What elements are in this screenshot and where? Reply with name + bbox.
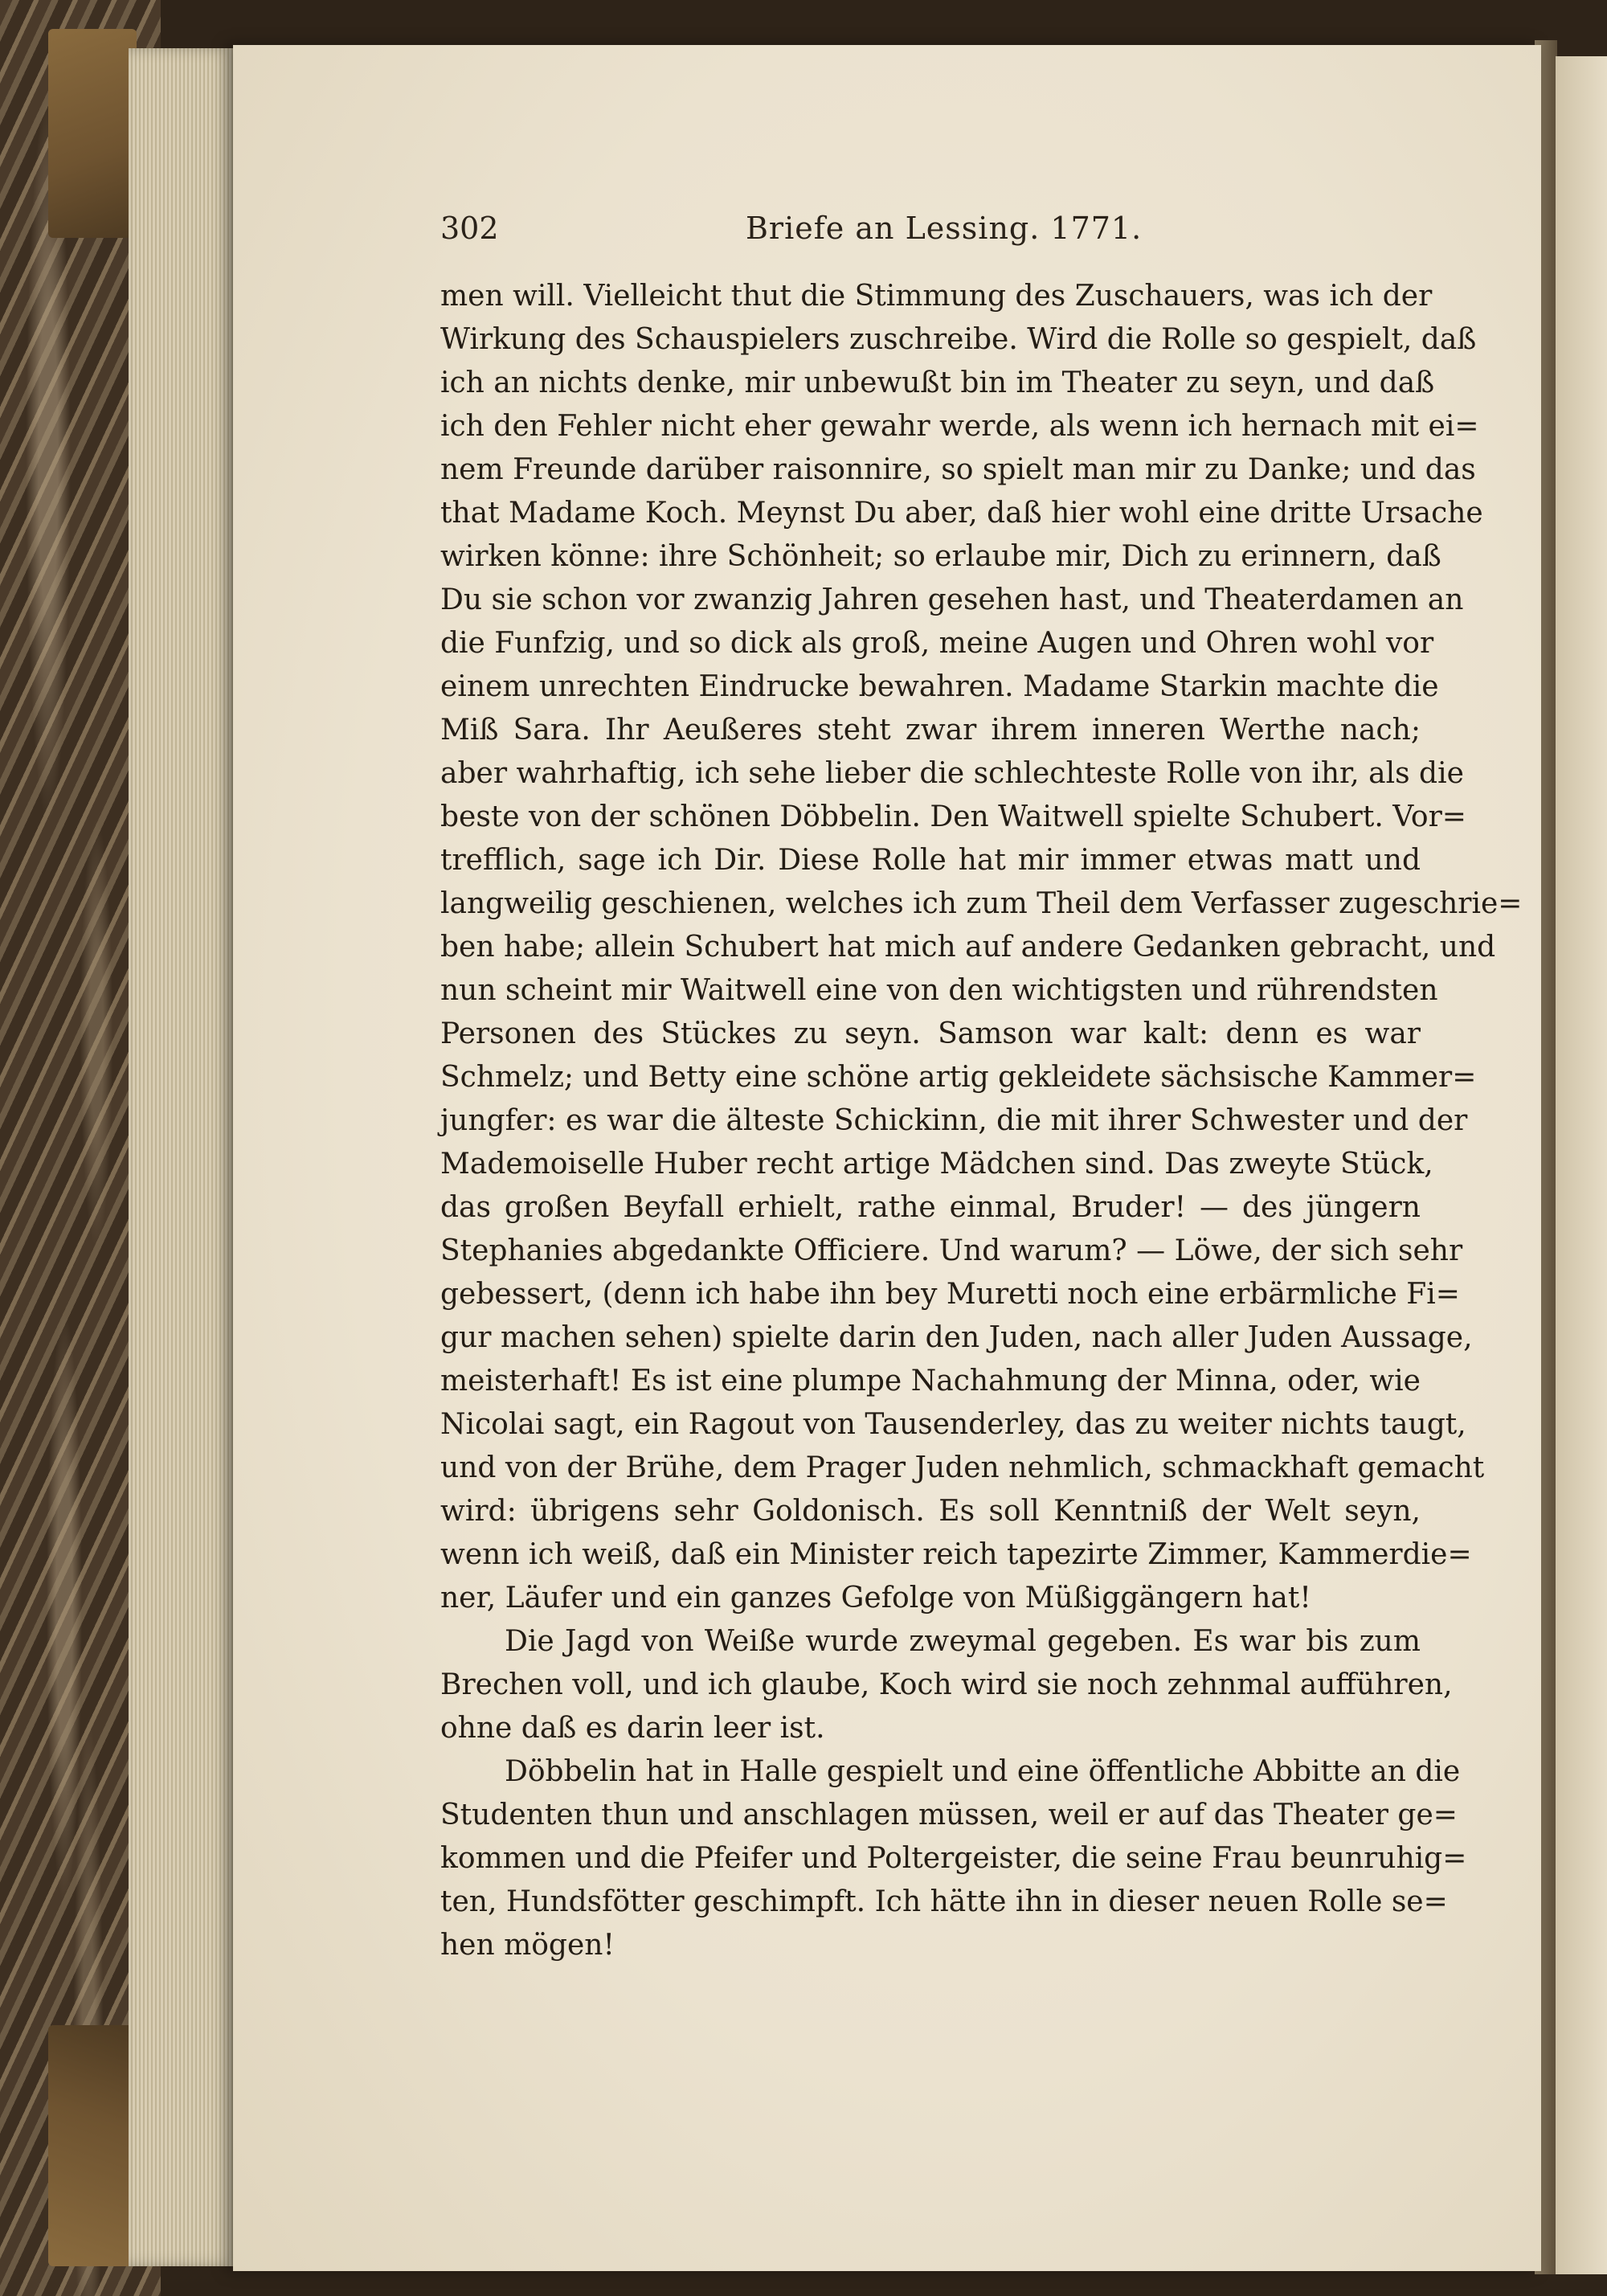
running-title: Briefe an Lessing. 1771. [746,211,1143,246]
text-line: ben habe; allein Schubert hat mich auf andere Gedanken gebracht, und [440,931,1496,964]
text-line: kommen und die Pfeifer und Poltergeister, die seine Frau beunruhig= [440,1842,1467,1875]
text-line: wenn ich weiß, daß ein Minister reich tapezirte Zimmer, Kammerdie= [440,1538,1472,1571]
text-line: gur machen sehen) spielte darin den Juden, nach aller Juden Aussage, [440,1321,1473,1354]
text-line: wirken könne: ihre Schönheit; so erlaube mir, Dich zu erinnern, daß [440,540,1441,573]
text-line: Miß Sara. Ihr Aeußeres steht zwar ihrem inneren Werthe nach; [440,714,1421,747]
text-line: Studenten thun und anschlagen müssen, weil er auf das Theater ge= [440,1799,1458,1831]
text-line: jungfer: es war die älteste Schickinn, die mit ihrer Schwester und der [440,1104,1468,1137]
paragraph-first-line: Döbbelin hat in Halle gespielt und eine öffentliche Abbitte an die [505,1755,1461,1788]
text-line: meisterhaft! Es ist eine plumpe Nachahmung der Minna, oder, wie [440,1365,1421,1398]
text-line: nem Freunde darüber raisonnire, so spielt man mir zu Danke; und das [440,453,1476,486]
text-line: that Madame Koch. Meynst Du aber, daß hier wohl eine dritte Ursache [440,497,1483,530]
text-line: Nicolai sagt, ein Ragout von Tausenderley, das zu weiter nichts taugt, [440,1408,1466,1441]
text-line: einem unrechten Eindrucke bewahren. Madame Starkin machte die [440,670,1439,703]
text-line: ten, Hundsfötter geschimpft. Ich hätte ihn in dieser neuen Rolle se= [440,1885,1448,1918]
body-text [440,275,1523,1967]
facing-page-edge [1556,56,1607,2274]
text-line: Du sie schon vor zwanzig Jahren gesehen hast, und Theaterdamen an [440,583,1464,616]
paragraph-first-line: Die Jagd von Weiße wurde zweymal gegeben. Es war bis zum [505,1625,1421,1658]
leather-corner-top [48,29,137,238]
text-line: Stephanies abgedankte Officiere. Und warum? — Löwe, der sich sehr [440,1234,1463,1267]
text-line: ich an nichts denke, mir unbewußt bin im Theater zu seyn, und daß [440,366,1435,399]
text-line: Wirkung des Schauspielers zuschreibe. Wird die Rolle so gespielt, daß [440,323,1477,356]
text-line: die Funfzig, und so dick als groß, meine Augen und Ohren wohl vor [440,627,1434,660]
text-line: aber wahrhaftig, ich sehe lieber die schlechteste Rolle von ihr, als die [440,757,1464,790]
text-line: trefflich, sage ich Dir. Diese Rolle hat mir immer etwas matt und [440,844,1421,877]
text-line: wird: übrigens sehr Goldonisch. Es soll Kenntniß der Welt seyn, [440,1495,1421,1528]
text-line: und von der Brühe, dem Prager Juden nehmlich, schmackhaft gemacht [440,1451,1485,1484]
text-line: ich den Fehler nicht eher gewahr werde, als wenn ich hernach mit ei= [440,410,1479,443]
text-line: nun scheint mir Waitwell eine von den wichtigsten und rührendsten [440,974,1438,1007]
text-line: ohne daß es darin leer ist. [440,1712,825,1745]
text-line: Brechen voll, und ich glaube, Koch wird sie noch zehnmal aufführen, [440,1668,1453,1701]
text-line: Schmelz; und Betty eine schöne artig gekleidete sächsische Kammer= [440,1061,1477,1094]
text-line: men will. Vielleicht thut die Stimmung des Zuschauers, was ich der [440,280,1433,313]
text-line: Mademoiselle Huber recht artige Mädchen sind. Das zweyte Stück, [440,1148,1433,1181]
text-line: das großen Beyfall erhielt, rathe einmal, Bruder! — des jüngern [440,1191,1421,1224]
text-line: Personen des Stückes zu seyn. Samson war kalt: denn es war [440,1017,1421,1050]
page-block-edges [129,48,241,2266]
page-number: 302 [440,211,499,246]
text-line: langweilig geschienen, welches ich zum Theil dem Verfasser zugeschrie= [440,887,1523,920]
leather-corner-bottom [48,2025,137,2266]
text-line: gebessert, (denn ich habe ihn bey Muretti noch eine erbärmliche Fi= [440,1278,1460,1311]
text-line: hen mögen! [440,1929,615,1962]
text-line: ner, Läufer und ein ganzes Gefolge von Müßiggängern hat! [440,1582,1311,1615]
text-line: beste von der schönen Döbbelin. Den Waitwell spielte Schubert. Vor= [440,800,1466,833]
page-header [440,211,1421,259]
